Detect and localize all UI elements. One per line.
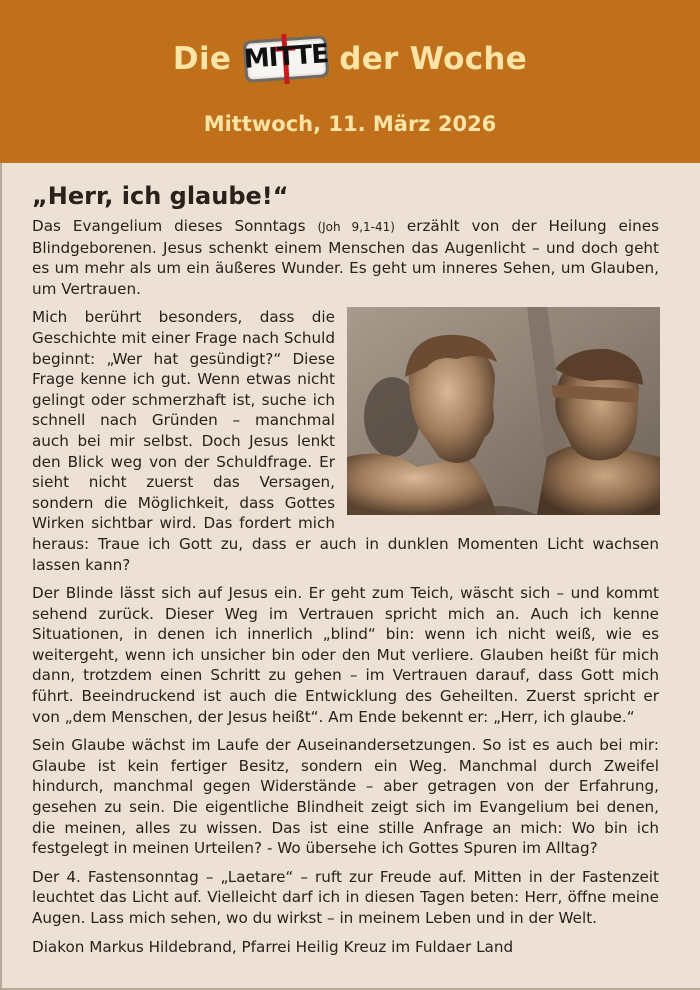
bronze-relief-image bbox=[347, 307, 660, 515]
mitte-logo-badge bbox=[241, 30, 331, 88]
paragraph-growing-faith: Sein Glaube wächst im Laufe der Auseinandersetzungen. So ist es auch bei mir: Glaube ist kein fertiger Besitz, sondern ein Weg. Manchmal durch Zweifel hindurch, manchmal gegen Widerstände – aber getragen von der Erfahrung, gesehen zu sein. Die eigentliche Blindheit zeigt sich im Evangelium bei denen, die meinen, alles zu wissen. Das ist eine stille Anfrage an mich: Wo bin ich festgelegt in meinen Urteilen? - Wo übersehe ich Gottes Spuren im Alltag? bbox=[32, 736, 659, 858]
article-heading: „Herr, ich glaube!“ bbox=[32, 182, 289, 210]
header-banner bbox=[0, 0, 700, 163]
paragraph-intro bbox=[32, 216, 659, 299]
title-left: Die bbox=[172, 41, 232, 77]
masthead-title bbox=[0, 28, 700, 90]
paragraph-trust: Der Blinde lässt sich auf Jesus ein. Er geht zum Teich, wäscht sich – und kommt sehend zurück. Dieser Weg im Vertrauen spricht mich an. Auch ich kenne Situationen, in denen ich innerlich „blind“ bin: wenn ich nicht weiß, wie es weitergeht, wenn ich unsicher bin oder den Mut verliere. Glauben heißt für mich dann, trotzdem einen Schritt zu gehen – im Vertrauen darauf, dass Gott mich führt. Beeindruckend ist auch die Entwicklung des Geheilten. Zuerst spricht er von „dem Menschen, der Jesus heißt“. Am Ende bekennt er: „Herr, ich glaube.“ bbox=[32, 584, 659, 726]
bible-reference: (Joh 9,1-41) bbox=[317, 220, 395, 234]
paragraph-intro-rest: erzählt von der Heilung eines Blindgeborenen. Jesus schenkt einem Menschen das Augenlicht – und doch geht es um mehr als um ein äußeres Wunder. Es geht um inneres Sehen, um Glauben, um Vertrauen. bbox=[32, 217, 660, 298]
issue-date: Mittwoch, 11. März 2026 bbox=[203, 112, 497, 136]
paragraph-laetare: Der 4. Fastensonntag – „Laetare“ – ruft zur Freude auf. Mitten in der Fastenzeit leuchtet das Licht auf. Vielleicht darf ich in diesen Tagen beten: Herr, öffne meine Augen. Lass mich sehen, wo du wirkst – in meinem Leben und in der Welt. bbox=[32, 867, 659, 927]
author-signature: Diakon Markus Hildebrand, Pfarrei Heilig Kreuz im Fuldaer Land bbox=[32, 937, 514, 956]
paragraph-guilt-question: Mich berührt besonders, dass die Geschichte mit einer Frage nach Schuld beginnt: „Wer hat gesündigt?“ Diese Frage kenne ich gut. Wenn etwas nicht gelingt oder schmerzhaft ist, suche ich schnell nach Gründen – manchmal auch bei mir selbst. Doch Jesus lenkt den Blick weg von der Schuldfrage. Er sieht nicht zuerst das Versagen, sondern die Möglichkeit, dass Gottes Wirken sichtbar wird. Das fordert mich heraus: Traue ich Gott zu, dass er auch in dunklen Momenten Licht wachsen lassen kann? bbox=[32, 308, 659, 574]
paragraph-intro-start: Das Evangelium dieses Sonntags bbox=[32, 217, 306, 235]
title-right: der Woche bbox=[339, 41, 528, 77]
mitte-logo-text: MITTE bbox=[243, 39, 330, 75]
article-body bbox=[32, 180, 659, 965]
